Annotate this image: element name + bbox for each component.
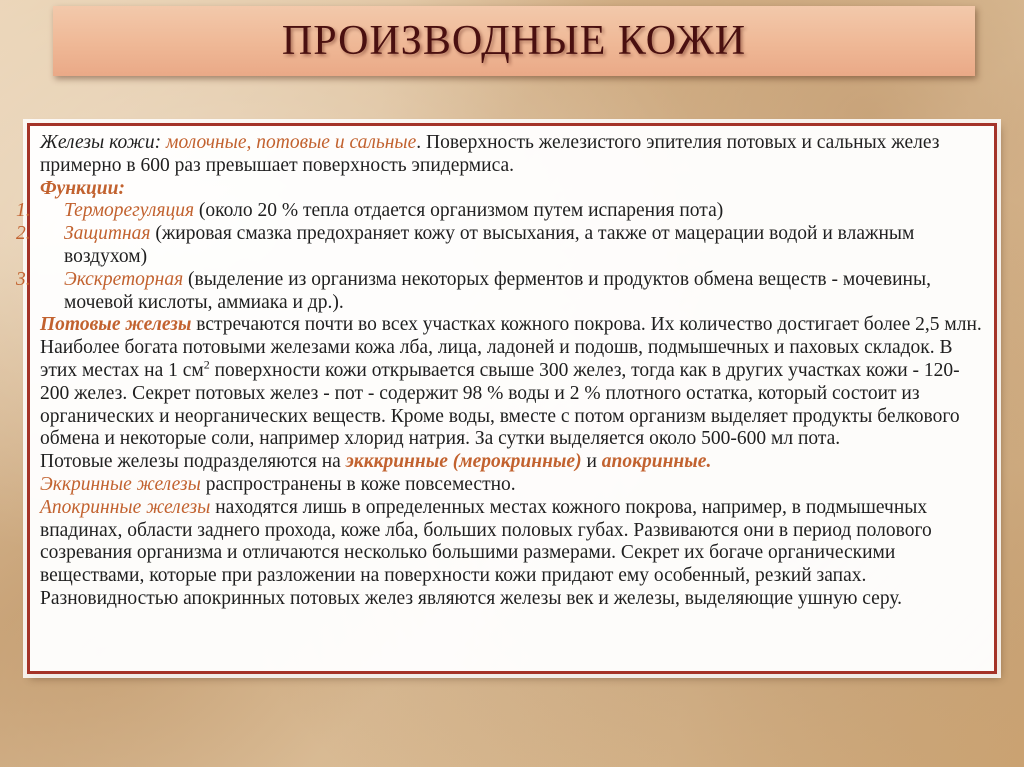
- apocrine-term: Апокринные железы: [40, 496, 211, 518]
- eccrine-text: распространены в коже повсеместно.: [200, 473, 516, 495]
- content-panel: [16, 123, 997, 674]
- function-num-1: 1.: [16, 200, 31, 222]
- sweat-term: Потовые железы: [40, 314, 192, 336]
- intro-sep: :: [154, 132, 162, 153]
- apocrine-paragraph: [40, 497, 984, 611]
- function-name-2: Защитная: [64, 223, 151, 245]
- content-text: [16, 132, 984, 611]
- function-num-3: 3.: [16, 268, 31, 290]
- division-and: и: [581, 451, 602, 473]
- function-item-2: [16, 223, 984, 269]
- division-before: Потовые железы подразделяются на: [40, 451, 346, 473]
- apocrine-text: находятся лишь в определенных местах кожного покрова, например, в подмышечных впадинах, области заднего прохода, коже лба, больших половых губах. Развиваются они в период полового созревания организма и отличаются несколько большими размерами. Секрет их богаче органическими веществами, которые при разложении на поверхности кожи придают ему особенный, резкий запах. Разновидностью апокринных потовых желез являются железы век и железы, выделяющие ушную серу.: [40, 496, 932, 609]
- functions-label: Функции:: [40, 177, 125, 199]
- sweat-sup: 2: [203, 357, 210, 372]
- division-type-1: экккринные (мерокринные): [345, 451, 582, 473]
- function-item-1: [16, 200, 984, 223]
- function-desc-2: (жировая смазка предохраняет кожу от высыхания, а также от мацерации водой и влажным воздухом): [64, 223, 915, 267]
- title-banner: [53, 6, 975, 76]
- function-desc-3: (выделение из организма некоторых ферментов и продуктов обмена веществ - мочевины, мочевой кислоты, аммиака и др.).: [64, 268, 931, 313]
- eccrine-paragraph: [40, 474, 984, 497]
- division-type-2: апокринные.: [601, 451, 712, 473]
- slide-title: ПРОИЗВОДНЫЕ КОЖИ: [281, 18, 747, 64]
- function-name-1: Терморегуляция: [64, 200, 195, 222]
- function-item-3: [16, 268, 984, 315]
- intro-types: молочные, потовые и сальные: [161, 132, 417, 153]
- intro-term: Железы кожи: [40, 132, 155, 153]
- sweat-text-1: встречаются почти во всех участках кожного покрова. Их количество достигает более 2,5 млн. Наиболее богата потовыми железами кожа лба, лица, ладоней и подошв, подмышечных и паховых складок. В этих местах на 1 см: [40, 314, 982, 381]
- sweat-paragraph: [40, 314, 984, 451]
- function-desc-1: (около 20 % тепла отдается организмом путем испарения пота): [194, 200, 724, 222]
- eccrine-term: Эккринные железы: [40, 473, 201, 495]
- division-paragraph: [40, 451, 984, 474]
- function-name-3: Экскреторная: [64, 268, 184, 290]
- intro-rest: . Поверхность железистого эпителия потовых и сальных желез примерно в 600 раз превышает поверхность эпидермиса.: [40, 132, 940, 176]
- function-num-2: 2.: [16, 223, 31, 245]
- intro-paragraph: [40, 132, 984, 178]
- sweat-text-2: поверхности кожи открывается свыше 300 желез, тогда как в других участках кожи - 120-200 желез. Секрет потовых желез - пот - содержит 98 % воды и 2 % плотного остатка, который состоит из органических и неорганических веществ. Кроме воды, вместе с потом организм выделяет продукты белкового обмена и некоторые соли, например хлорид натрия. За сутки выделяется около 500-600 мл пота.: [40, 359, 960, 450]
